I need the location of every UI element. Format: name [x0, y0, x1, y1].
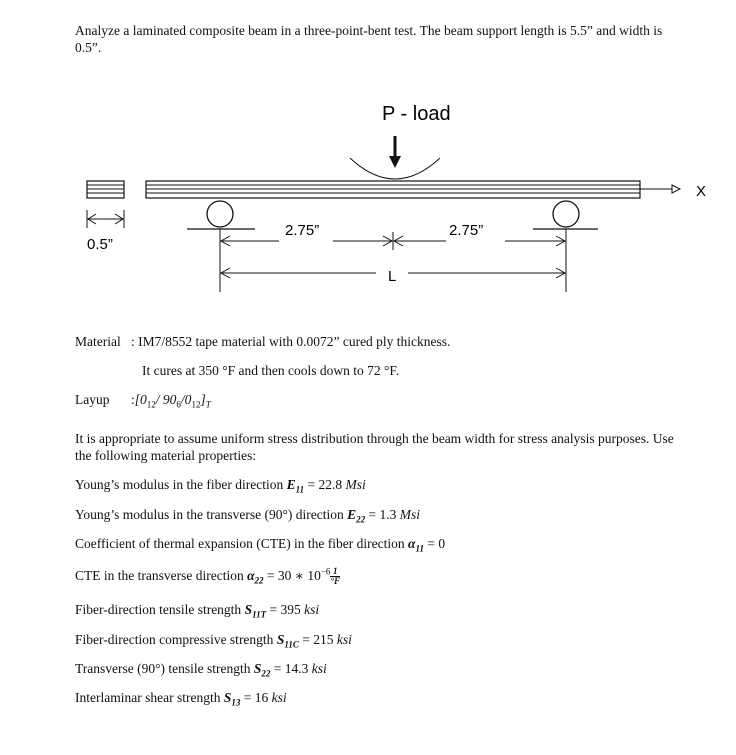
- three-point-bend-diagram: [0, 0, 736, 330]
- laminated-beam: [146, 181, 640, 198]
- assumption-paragraph: It is appropriate to assume uniform stress distribution through the beam width for stress analysis purposes. Use the following material properties:: [75, 431, 674, 463]
- property-s22: Transverse (90°) tensile strength $S_{22} = 14.3$ ksi: [75, 661, 327, 679]
- material-line-1: : IM7/8552 tape material with 0.0072” cured ply thickness.: [131, 334, 451, 349]
- left-span-label: 2.75”: [285, 222, 320, 239]
- load-arrow-icon: [389, 136, 401, 168]
- material-line-2: It cures at 350 °F and then cools down to 72 °F.: [142, 363, 400, 378]
- property-e22: Young’s modulus in the transverse (90°) direction $E_{22} = 1.3$ Msi: [75, 507, 421, 525]
- property-s11t: Fiber-direction tensile strength $S_{11T} = 395$ ksi: [75, 602, 320, 620]
- x-axis-arrow-icon: [640, 185, 680, 193]
- width-dimension: [87, 210, 124, 228]
- layup-label: Layup: [75, 392, 110, 407]
- beam-cross-section: [87, 181, 124, 198]
- property-e11: Young’s modulus in the fiber direction $E_{11} = 22.8$ Msi: [75, 477, 366, 495]
- property-a11: Coefficient of thermal expansion (CTE) in the fiber direction $\alpha_{11} = 0$: [75, 536, 446, 554]
- intro-text: Analyze a laminated composite beam in a three-point-bent test. The beam support length is 5.5” and width is 0.5”.: [75, 23, 663, 55]
- total-span-label: L: [388, 268, 397, 285]
- x-axis-label: X: [696, 183, 707, 200]
- property-a22: CTE in the transverse direction $\alpha_{22} = 30$ ∗ $10^{-6}$ $\frac{1}{^\circ F}$: [75, 566, 341, 587]
- material-label: Material: [75, 334, 121, 349]
- width-label: 0.5”: [87, 236, 113, 253]
- right-span-label: 2.75”: [449, 222, 484, 239]
- layup-code: $:[0_{12}/$ $90_6/0_{12}]_T$: [131, 392, 211, 410]
- load-label: P - load: [382, 103, 451, 125]
- property-s13: Interlaminar shear strength $S_{13} = 16$ ksi: [75, 690, 287, 708]
- fraction-per-degF: $\frac{1}{^\circ F}$: [330, 566, 341, 587]
- right-support: [533, 201, 598, 229]
- left-support: [187, 201, 255, 229]
- property-s11c: Fiber-direction compressive strength $S_{11C} = 215$ ksi: [75, 632, 352, 650]
